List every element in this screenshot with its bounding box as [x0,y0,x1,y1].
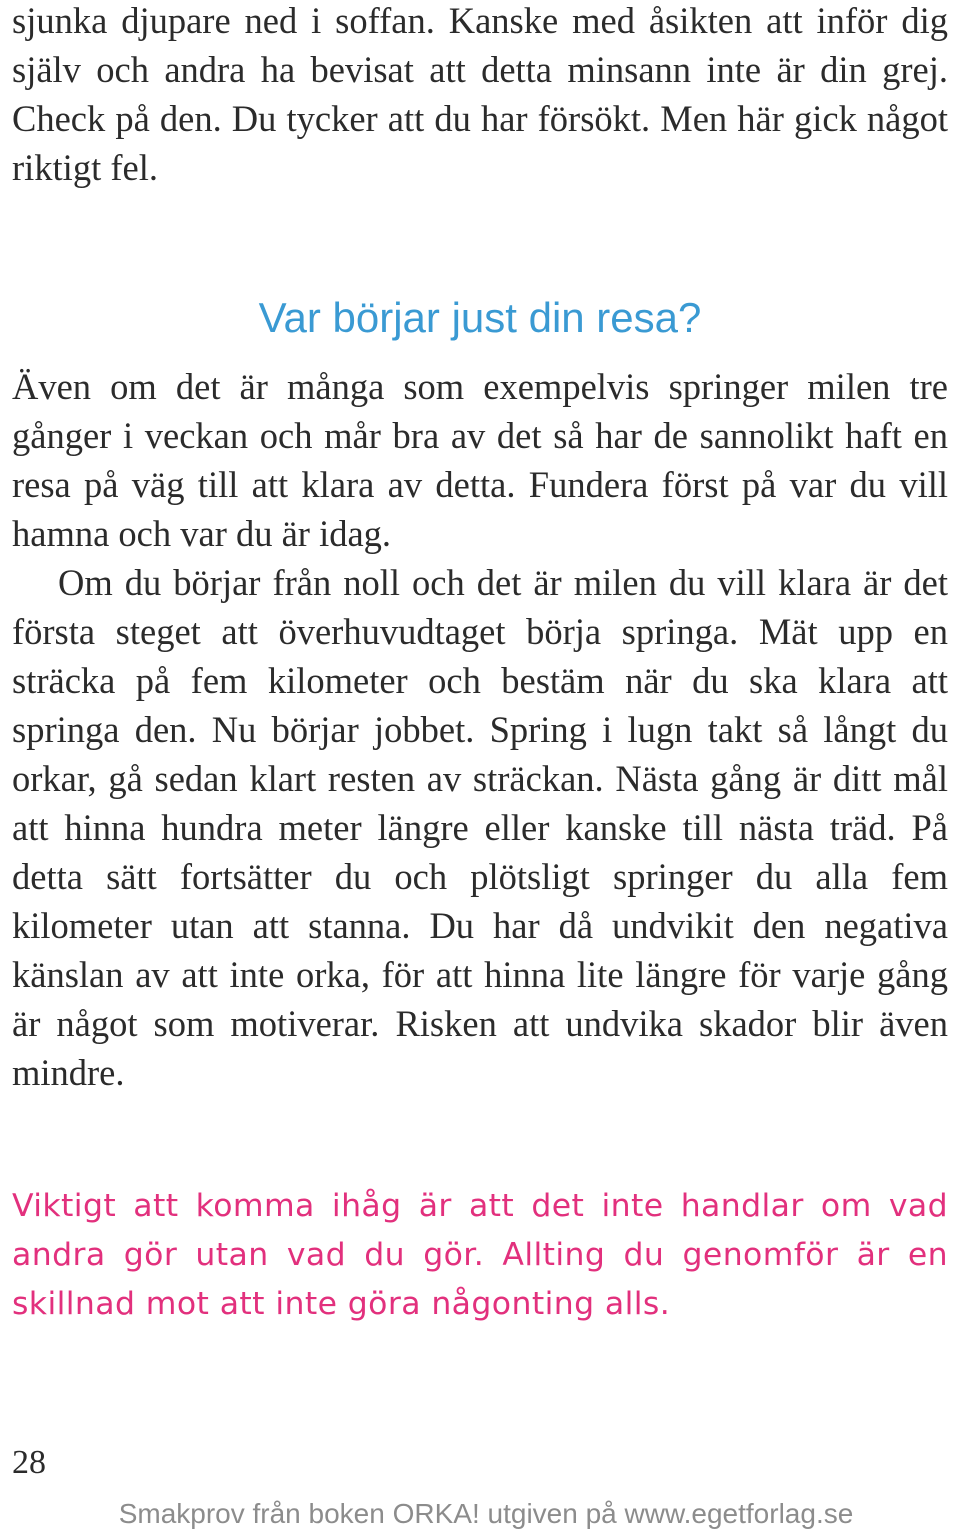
section-heading: Var börjar just din resa? [258,294,702,341]
body-paragraph-1: Även om det är många som exempelvis springer milen tre gånger i veckan och mår bra av det så har de sannolikt haft en resa på väg till att klara av detta. Fundera först på var du vill hamna och var du är idag. [12,366,948,554]
footer-note: Smakprov från boken ORKA! utgiven på www.egetforlag.se [118,1498,854,1529]
page-number: 28 [12,1444,46,1481]
highlight-callout: Viktigt att komma ihåg är att det inte handlar om vad andra gör utan vad du gör. Allting du genomför är en skillnad mot att inte göra någonting alls. [12,1188,948,1322]
body-paragraph-2: Om du börjar från noll och det är milen du vill klara är det första steget att överhuvudtaget börja springa. Mät upp en sträcka på fem kilometer och bestäm när du ska klara att springa den. Nu börjar jobbet. Spring i lugn takt så långt du orkar, gå sedan klart resten av sträckan. Nästa gång är ditt mål att hinna hundra meter längre eller kanske till nästa träd. På detta sätt fortsätter du och plötsligt springer du alla fem kilometer utan att stanna. Du har då undvikit den negativa känslan av att inte orka, för att hinna lite längre för varje gång är något som motiverar. Risken att undvika skador blir även mindre. [12,562,948,1093]
intro-paragraph: sjunka djupare ned i soffan. Kanske med åsikten att inför dig själv och andra ha bevisat att detta minsann inte är din grej. Check på den. Du tycker att du har försökt. Men här gick något riktigt fel. [12,0,948,188]
